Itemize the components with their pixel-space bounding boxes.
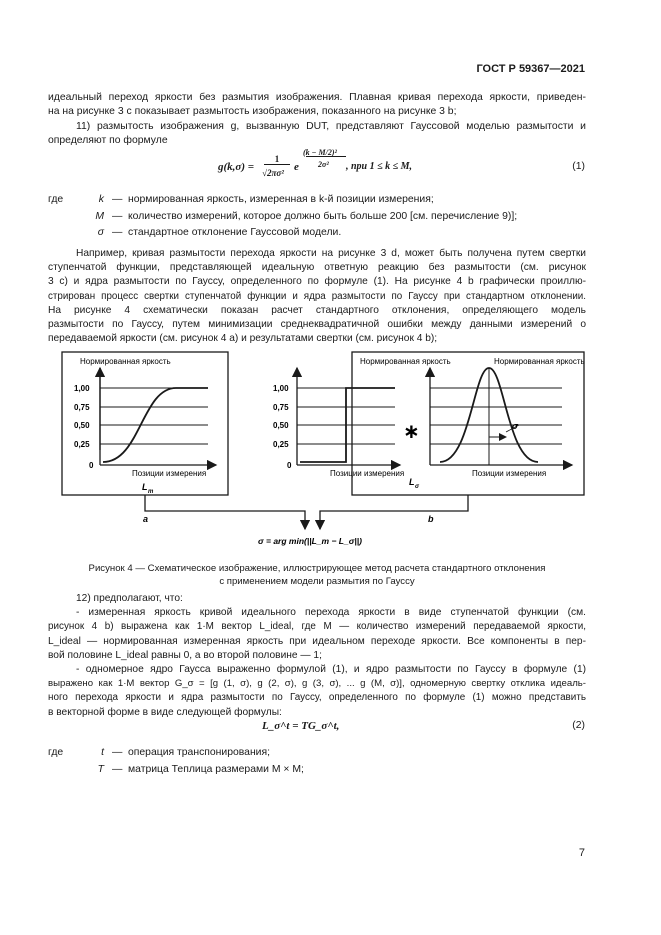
connector-b: [320, 495, 468, 529]
tick-label: 0,75: [74, 403, 90, 412]
figure-caption: [48, 562, 586, 588]
tick-label: 0,75: [273, 403, 289, 412]
formula-exp-base: e: [294, 161, 299, 173]
label-b: b: [428, 514, 434, 524]
text-line: ного перехода яркости и ядра размытости по Гауссу, определенного по формуле (1) можно представить: [48, 692, 586, 704]
equation-number-1: (1): [572, 161, 585, 172]
def-dash: —: [112, 747, 123, 758]
page-number: 7: [578, 847, 585, 859]
result-formula: σ = arg min(||L_m − L_σ||): [258, 536, 362, 546]
panel-b1-xlabel: Позиции измерения: [330, 469, 405, 478]
panel-b2-grid: [430, 388, 562, 444]
tick-label: 0,25: [273, 440, 289, 449]
text-line: L_ideal — нормированная измеренная яркость при идеальном переходе яркости. Все компоненты в пер-: [48, 635, 586, 647]
paragraph-1: [48, 91, 586, 119]
text-line: На рисунке 4 схематически показан расчет стандартного отклонения, определяющего модель: [48, 304, 586, 316]
formula-denominator: √2πσ²: [262, 168, 284, 178]
tick-label: 1,00: [74, 384, 90, 393]
exp-fraction-bar: [306, 156, 346, 157]
equation-number-2: (2): [572, 720, 585, 731]
def-text: матрица Теплица размерами M × M;: [128, 764, 304, 775]
text-line: 11) размытость изображения g, вызванную DUT, представляют Гауссовой моделью размытости и: [76, 121, 586, 132]
tick-label: 0,50: [74, 421, 90, 430]
document-header: ГОСТ Р 59367—2021: [476, 63, 585, 75]
def-text: операция транспонирования;: [128, 747, 271, 758]
tick-label: 0,25: [74, 440, 90, 449]
text-line: 3 c) и ядра размытости по Гауссу, определенного по формуле (1). На рисунке 4 b графически проиллю-: [48, 276, 586, 288]
label-a: a: [143, 514, 149, 524]
text-line: передаваемой яркости (см. рисунок 4 a) и результатами свертки (см. рисунок 4 b);: [48, 333, 438, 345]
def-term: T: [97, 764, 104, 775]
text-line: стрирован процесс свертки ступенчатой функции и ядра размытости по Гауссу при стандартном отклонении.: [48, 290, 586, 302]
text-line: Например, кривая размытости перехода яркости на рисунке 3 d, может быть получена путем свертки: [76, 248, 586, 259]
panel-a-under: L: [142, 482, 148, 492]
panel-b1-ylabel: Нормированная яркость: [360, 357, 451, 366]
text-line: определяют по формуле: [48, 135, 168, 147]
def-text: количество измерений, которое должно быть больше 200 [см. перечисление 9)];: [128, 211, 518, 222]
panel-b2-ylabel: Нормированная яркость: [494, 357, 585, 366]
figure-4: [0, 340, 661, 555]
defs-where: где: [48, 194, 64, 205]
formula-numerator: 1: [274, 154, 280, 164]
formula-lhs: g(k,σ) =: [218, 161, 255, 173]
paragraph-2: [48, 120, 586, 148]
definitions-list-1: [0, 193, 661, 241]
panel-b2-xlabel: Позиции измерения: [472, 469, 547, 478]
text-line: вой половине L_ideal равны 0, а во второй половине — 1;: [48, 649, 322, 661]
def-text: стандартное отклонение Гауссовой модели.: [128, 227, 342, 238]
text-line: рисунок 4 b) выражена как 1·M вектор L_ideal, где M — количество измерений передаваемой яркости,: [48, 621, 586, 633]
text-line: на на рисунке 3 c показывает размытость изображения, показанного на рисунке 3 b;: [48, 106, 457, 118]
text-line: - измеренная яркость кривой идеального перехода яркости в виде ступенчатой функции (см.: [76, 607, 586, 619]
text-line: 12) предполагают, что:: [76, 593, 183, 604]
def-term: M: [95, 211, 104, 222]
tick-label: 0,50: [273, 421, 289, 430]
caption-line: с применением модели размытия по Гауссу: [219, 576, 415, 587]
panel-a-grid: [100, 388, 208, 444]
text-line: идеальный переход яркости без размытия изображения. Плавная кривая перехода яркости, приведен-: [48, 92, 586, 103]
formula-condition: , при 1 ≤ k ≤ M,: [346, 161, 412, 172]
tick-label: 0: [89, 461, 94, 470]
panel-a-ylabel: Нормированная яркость: [80, 357, 171, 366]
definitions-list-2: [0, 746, 661, 778]
paragraph-4: [48, 592, 586, 720]
panel-a-xlabel: Позиции измерения: [132, 469, 207, 478]
def-dash: —: [112, 194, 123, 205]
sigma-label: σ: [512, 421, 518, 431]
convolution-symbol: ∗: [403, 421, 420, 443]
def-term: σ: [97, 227, 104, 238]
formula-exp-numerator: (k − M/2)²: [303, 148, 337, 157]
panel-b1-under: L: [409, 477, 415, 487]
tick-label: 0: [287, 461, 292, 470]
text-line: выражено как 1·M вектор G_σ = [g (1, σ), g (2, σ), g (3, σ), ... g (M, σ)], одномерную свертку отклика идеаль-: [48, 678, 586, 690]
formula-1: [218, 148, 418, 188]
defs-where: где: [48, 747, 64, 758]
def-dash: —: [112, 227, 123, 238]
def-term: t: [101, 747, 104, 758]
text-line: ступенчатой функции, представляющей идеальную ответную реакцию без размытости (см. рисунок: [48, 262, 586, 274]
formula-exp-denominator: 2σ²: [318, 160, 329, 169]
formula-2: L_σ^t = TG_σ^t,: [262, 720, 340, 732]
def-term: k: [98, 194, 104, 205]
tick-label: 1,00: [273, 384, 289, 393]
text-line: - одномерное ядро Гаусса выраженно формулой (1), и ядро размытости по Гауссу в формуле (1): [76, 664, 586, 676]
fraction-bar: [264, 164, 290, 165]
panel-b1-under-sub: σ: [415, 484, 419, 490]
caption-line: Рисунок 4 — Схематическое изображение, иллюстрирующее метод расчета стандартного отклонения: [88, 563, 546, 574]
text-line: в векторной форме в виде следующей формулы:: [48, 706, 282, 718]
text-line: размытости по Гауссу, путем минимизации среднеквадратичной ошибки между данными измерений о: [48, 319, 586, 331]
panel-a-under-sub: m: [148, 489, 154, 495]
def-text: нормированная яркость, измеренная в k-й позиции измерения;: [128, 194, 434, 205]
def-dash: —: [112, 764, 123, 775]
paragraph-3: [48, 247, 586, 346]
connector-a: [145, 495, 305, 529]
def-dash: —: [112, 211, 123, 222]
